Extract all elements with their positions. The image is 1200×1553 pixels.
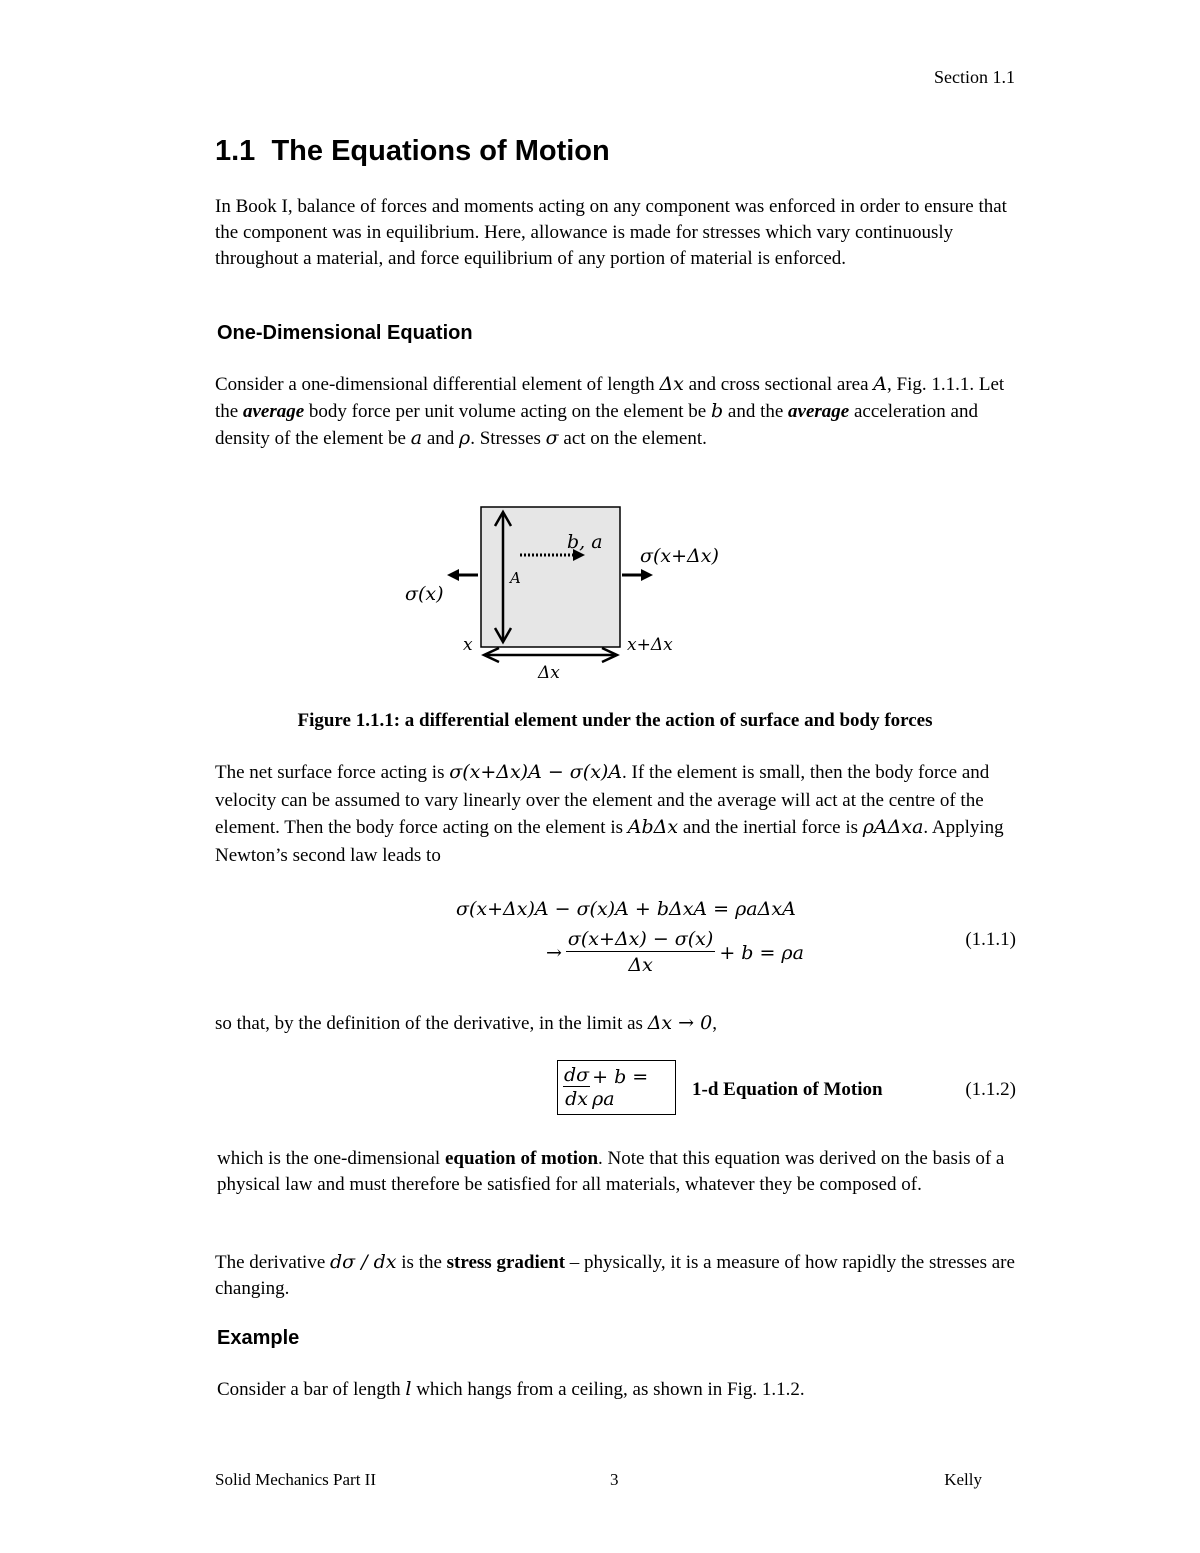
- text-run: . Applying Newton’s second law leads to: [215, 817, 1004, 866]
- text-run: and cross sectional area: [683, 374, 874, 395]
- intro-paragraph: In Book I, balance of forces and moments acting on any component was enforced in order to ensure that the component was in equilibrium. Here, allowance is made for stresses which vary continuously throughout a material, and force equilibrium of any portion of material is enforced.: [215, 196, 1007, 269]
- fraction: [563, 1064, 590, 1111]
- term-equation-of-motion: equation of motion: [444, 1148, 599, 1169]
- paragraph-stress-gradient: [215, 1249, 1015, 1302]
- text-run: which is the one-dimensional: [217, 1148, 445, 1169]
- emphasis-average: average: [242, 401, 305, 422]
- equation-label-motion: 1-d Equation of Motion: [692, 1079, 883, 1100]
- label-sigma-right: σ(x+Δx): [640, 545, 719, 567]
- math-sigma: σ: [545, 427, 559, 449]
- text-run: and the: [723, 401, 789, 422]
- equation-1-1-1-line2: [546, 927, 804, 978]
- text-run: The derivative: [215, 1252, 331, 1273]
- fraction-numerator: σ(x+Δx) − σ(x): [567, 928, 714, 950]
- equation-number-1-1-2: (1.1.2): [965, 1079, 1016, 1100]
- fraction: [566, 927, 715, 978]
- paragraph-example: [217, 1376, 1017, 1403]
- figure-caption: Figure 1.1.1: a differential element under the action of surface and body forces: [297, 710, 933, 731]
- text-run: Consider a one-dimensional differential element of length: [215, 374, 660, 395]
- text-run: ,: [712, 1013, 717, 1034]
- label-b-a: b, a: [567, 531, 603, 553]
- equation-number-1-1-1: (1.1.1): [965, 929, 1016, 950]
- section-title-text: The Equations of Motion: [271, 135, 610, 167]
- subheading-example: Example: [217, 1327, 300, 1349]
- equation-1-1-1-line1: σ(x+Δx)A − σ(x)A + bΔxA = ρaΔxA: [456, 898, 796, 920]
- emphasis-average: average: [788, 401, 850, 422]
- math-body-force: AbΔx: [627, 816, 679, 838]
- math-derivative: dσ / dx: [330, 1251, 397, 1273]
- text-run: . Stresses: [470, 428, 546, 449]
- text-run: acceleration and density of the element be: [215, 401, 978, 449]
- label-x: x: [463, 635, 473, 655]
- running-header: Section 1.1: [934, 67, 1015, 87]
- equation-rhs: + b = ρa: [719, 941, 804, 964]
- fraction-denominator: dx: [565, 1088, 589, 1110]
- text-run: . If the element is small, then the body force and velocity can be assumed to vary linearly over the element and the average will act at the centre of the element. Then the body force acting on the element is: [215, 762, 990, 838]
- text-run: act on the element.: [558, 428, 707, 449]
- subheading-one-dimensional: One-Dimensional Equation: [217, 322, 473, 344]
- label-area: A: [510, 569, 521, 587]
- footer-book-title: Solid Mechanics Part II: [215, 1470, 376, 1489]
- fraction-denominator: Δx: [628, 954, 653, 976]
- paragraph-net-force: [215, 759, 1015, 869]
- text-run: Consider a bar of length: [217, 1379, 406, 1400]
- text-run: is the: [396, 1252, 447, 1273]
- text-run: so that, by the definition of the derivative, in the limit as: [215, 1013, 648, 1034]
- math-a: a: [410, 427, 423, 449]
- text-run: , Fig. 1.1.1. Let the: [215, 374, 1005, 422]
- paragraph-equation-of-motion: [217, 1146, 1007, 1198]
- section-number: 1.1: [215, 135, 256, 167]
- label-sigma-left: σ(x): [405, 583, 444, 605]
- equation-1-1-2-box: [557, 1060, 676, 1115]
- math-limit: Δx → 0: [647, 1012, 713, 1034]
- fraction-numerator: dσ: [564, 1064, 590, 1086]
- footer-author: Kelly: [944, 1470, 982, 1489]
- text-run: body force per unit volume acting on the element be: [304, 401, 711, 422]
- label-x-plus-dx: x+Δx: [627, 635, 673, 655]
- term-stress-gradient: stress gradient: [446, 1252, 566, 1273]
- paragraph-derivative-limit: [215, 1010, 1015, 1037]
- implies-arrow: →: [546, 941, 562, 964]
- math-length-l: l: [405, 1378, 412, 1400]
- math-net-surface-force: σ(x+Δx)A − σ(x)A: [449, 761, 623, 783]
- equation-rhs: + b = ρa: [592, 1065, 649, 1110]
- math-delta-x: Δx: [659, 373, 684, 395]
- text-run: – physically, it is a measure of how rapidly the stresses are changing.: [215, 1252, 1015, 1299]
- math-inertial-force: ρAΔxa: [862, 816, 924, 838]
- text-run: which hangs from a ceiling, as shown in Fig. 1.1.2.: [411, 1379, 805, 1400]
- math-rho: ρ: [459, 427, 471, 449]
- footer-page-number: 3: [610, 1470, 619, 1489]
- math-area: A: [873, 373, 887, 395]
- math-b: b: [710, 400, 724, 422]
- paragraph-element-description: [215, 371, 1015, 452]
- text-run: and the inertial force is: [678, 817, 863, 838]
- section-title: [215, 132, 610, 170]
- stress-arrow-left-head: [447, 569, 459, 581]
- stress-arrow-right-head: [641, 569, 653, 581]
- label-dx: Δx: [538, 663, 560, 683]
- figure-differential-element: [395, 500, 745, 690]
- text-run: and: [422, 428, 460, 449]
- text-run: The net surface force acting is: [215, 762, 450, 783]
- text-run: . Note that this equation was derived on the basis of a physical law and must therefore be satisfied for all materials, whatever they be composed of.: [217, 1148, 1005, 1195]
